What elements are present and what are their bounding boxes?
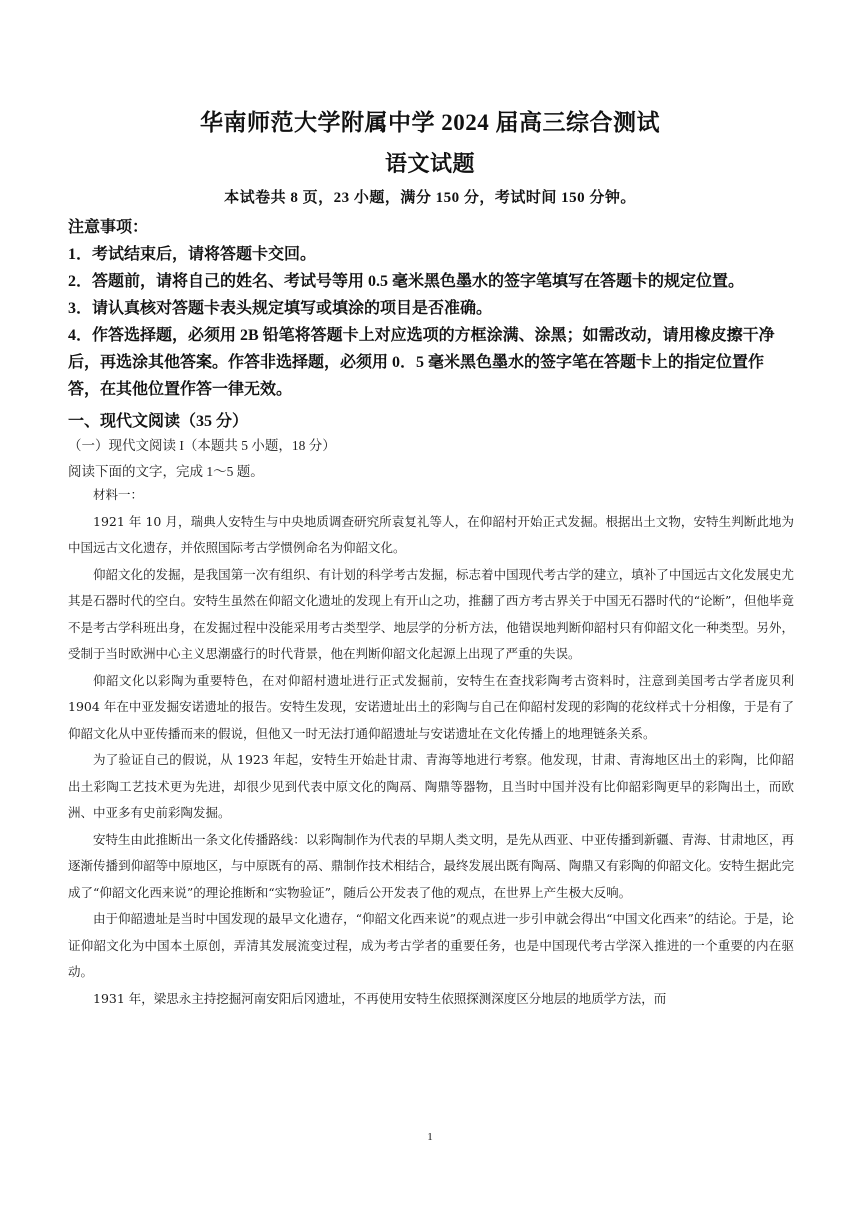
paragraph: 仰韶文化以彩陶为重要特色，在对仰韶村遗址进行正式发掘前，安特生在查找彩陶考古资料时，注意到美国考古学者庞贝利 1904 年在中亚发掘安诺遗址的报告。安特生发现，安诺遗址出土的彩陶与自己在仰韶村发现的彩陶的花纹样式十分相像，于是有了仰韶文化从中亚传播而来的假说，但他又一时无法打通仰韶遗址与安诺遗址在文化传播上的地理链条关系。 xyxy=(68,672,794,741)
paragraph: 1931 年，梁思永主持挖掘河南安阳后冈遗址，不再使用安特生依照探测深度区分地层的地质学方法，而 xyxy=(93,990,667,1006)
section-subheading: （一）现代文阅读 I（本题共 5 小题，18 分） xyxy=(68,438,336,453)
notice-item: 4．作答选择题，必须用 2B 铅笔将答题卡上对应选项的方框涂满、涂黑；如需改动，请用橡皮擦干净后，再选涂其他答案。作答非选择题，必须用 0．5 毫米黑色墨水的签字笔在答题卡上的指定位置作答，在其他位置作答一律无效。 xyxy=(68,327,775,398)
paragraph: 为了验证自己的假说，从 1923 年起，安特生开始赴甘肃、青海等地进行考察。他发现，甘肃、青海地区出土的彩陶，比仰韶出土彩陶工艺技术更为先进，却很少见到代表中原文化的陶鬲、陶鼎等器物，且当时中国并没有比仰韶彩陶更早的彩陶出土，而欧洲、中亚多有史前彩陶发掘。 xyxy=(68,752,794,820)
page-number: 1 xyxy=(427,1131,433,1143)
notice-item: 3．请认真核对答题卡表头规定填写或填涂的项目是否准确。 xyxy=(68,300,493,317)
paragraph: 仰韶文化的发掘，是我国第一次有组织、有计划的科学考古发掘，标志着中国现代考古学的建立，填补了中国远古文化发展史尤其是石器时代的空白。安特生虽然在仰韶文化遗址的发现上有开山之功，推翻了西方考古界关于中国无石器时代的“论断”，但他毕竟不是考古学科班出身，在发掘过程中没能采用考古类型学、地层学的分析方法，他错误地判断仰韶村只有仰韶文化一种类型。另外，受制于当时欧洲中心主义思潮盛行的时代背景，他在判断仰韶文化起源上出现了严重的失误。 xyxy=(68,566,794,661)
notice-item: 2．答题前，请将自己的姓名、考试号等用 0.5 毫米黑色墨水的签字笔填写在答题卡的规定位置。 xyxy=(68,273,745,290)
notice-block xyxy=(68,214,794,403)
material-label: 材料一： xyxy=(93,487,144,502)
paragraph: 由于仰韶遗址是当时中国发现的最早文化遗存，“仰韶文化西来说”的观点进一步引申就会得出“中国文化西来”的结论。于是，论证仰韶文化为中国本土原创，弄清其发展流变过程，成为考古学者的重要任务，也是中国现代考古学深入推进的一个重要的内在驱动。 xyxy=(68,911,794,979)
exam-info: 本试卷共 8 页，23 小题，满分 150 分，考试时间 150 分钟。 xyxy=(224,190,636,206)
paragraph: 1921 年 10 月，瑞典人安特生与中央地质调查研究所袁复礼等人，在仰韶村开始正式发掘。根据出土文物，安特生判断此地为中国远古文化遗存，并依照国际考古学惯例命名为仰韶文化。 xyxy=(68,513,794,555)
subject-title: 语文试题 xyxy=(384,151,475,176)
notice-heading: 注意事项： xyxy=(68,219,149,236)
instruction: 阅读下面的文字，完成 1～5 题。 xyxy=(68,464,264,479)
paragraph: 安特生由此推断出一条文化传播路线：以彩陶制作为代表的早期人类文明，是先从西亚、中亚传播到新疆、青海、甘肃地区，再逐渐传播到仰韶等中原地区，与中原既有的鬲、鼎制作技术相结合，最终发展出既有陶鬲、陶鼎又有彩陶的仰韶文化。安特生据此完成了“仰韶文化西来说”的理论推断和“实物验证”，随后公开发表了他的观点，在世界上产生极大反响。 xyxy=(68,831,794,900)
exam-title: 华南师范大学附属中学 2024 届高三综合测试 xyxy=(200,110,660,135)
notice-item: 1．考试结束后，请将答题卡交回。 xyxy=(68,246,317,263)
reading-material xyxy=(68,482,794,1012)
section-heading: 一、现代文阅读（35 分） xyxy=(68,413,249,430)
